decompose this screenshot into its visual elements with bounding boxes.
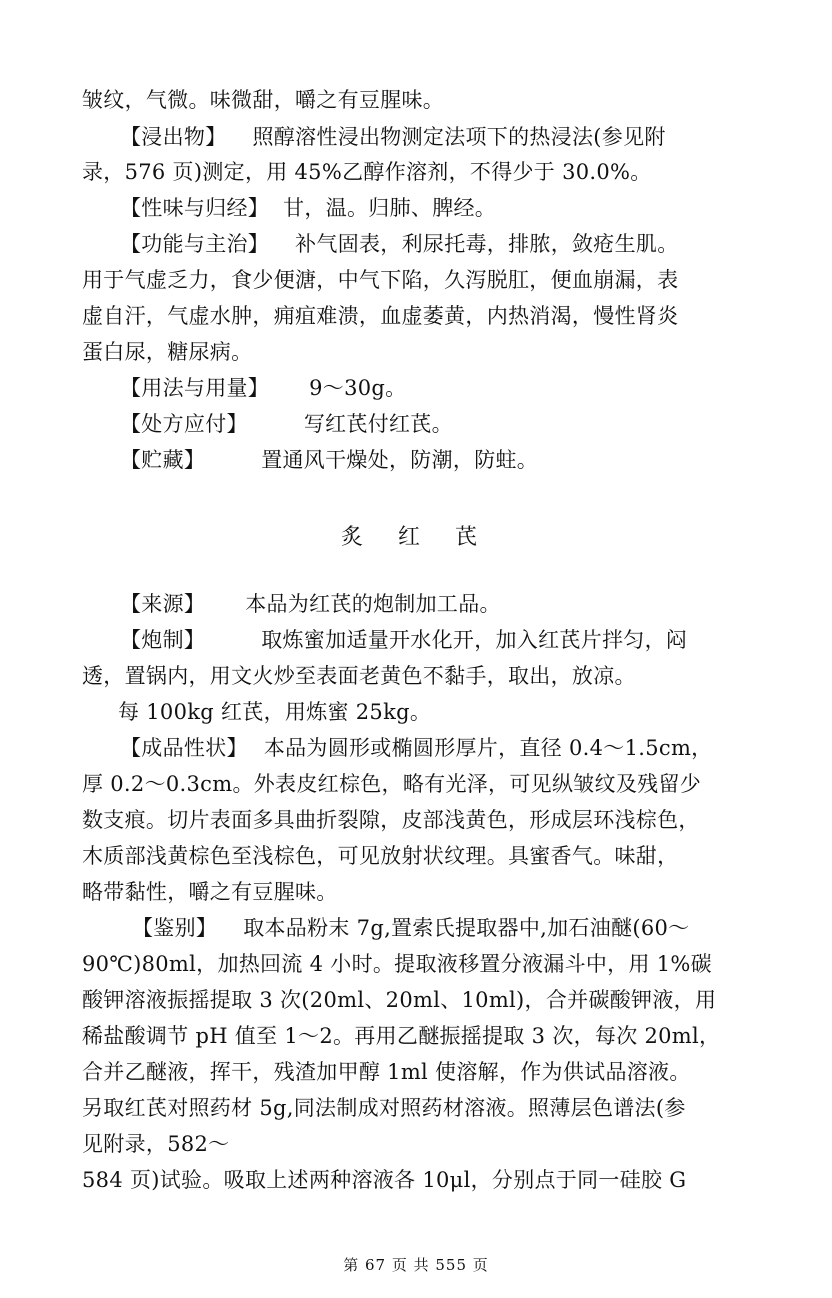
- prescription-line: [120, 411, 453, 437]
- prescription-text: 写红芪付红芪。: [303, 412, 453, 436]
- function-line-1: [120, 231, 679, 257]
- identification-text-1: 取本品粉末 7g,置索氏提取器中,加石油醚(60～: [243, 916, 690, 940]
- prescription-label: 【处方应付】: [120, 412, 248, 436]
- source-text: 本品为红芪的炮制加工品。: [245, 592, 501, 616]
- extract-label: 【浸出物】: [120, 125, 227, 149]
- product-line-4: 木质部浅黄棕色至浅棕色，可见放射状纹理。具蜜香气。味甜，: [82, 844, 679, 868]
- product-line-1: [120, 735, 712, 761]
- section-title: 炙 红 芪: [341, 525, 491, 550]
- processing-line-2: 透，置锅内，用文火炒至表面老黄色不黏手，取出，放凉。: [82, 664, 636, 688]
- identification-line-1: [132, 915, 689, 941]
- intro-line: 皱纹，气微。味微甜，嚼之有豆腥味。: [82, 88, 445, 112]
- identification-line-2: 90℃)80ml，加热回流 4 小时。提取液移置分液漏斗中，用 1%碳: [82, 952, 712, 976]
- extract-line-2: 录，576 页)测定，用 45%乙醇作溶剂，不得少于 30.0%。: [82, 160, 652, 184]
- identification-label: 【鉴别】: [132, 916, 218, 940]
- product-text-1: 本品为圆形或椭圆形厚片，直径 0.4～1.5cm，: [263, 736, 713, 760]
- product-line-3: 数支痕。切片表面多具曲折裂隙，皮部浅黄色，形成层环浅棕色，: [82, 808, 700, 832]
- usage-label: 【用法与用量】: [120, 376, 270, 400]
- storage-text: 置通风干燥处，防潮，防蛀。: [261, 448, 539, 472]
- function-label: 【功能与主治】: [120, 232, 270, 256]
- identification-line-7: 见附录，582～: [82, 1132, 230, 1156]
- storage-label: 【贮藏】: [120, 448, 206, 472]
- function-line-2: 用于气虚乏力，食少便溏，中气下陷，久泻脱肛，便血崩漏，表: [82, 268, 679, 292]
- identification-line-8: 584 页)试验。吸取上述两种溶液各 10μl，分别点于同一硅胶 G: [82, 1168, 687, 1192]
- source-label: 【来源】: [120, 592, 206, 616]
- processing-label: 【炮制】: [120, 628, 206, 652]
- function-line-4: 蛋白尿，糖尿病。: [82, 340, 253, 364]
- processing-line-3: 每 100kg 红芪，用炼蜜 25kg。: [118, 700, 432, 724]
- taste-label: 【性味与归经】: [120, 196, 270, 220]
- source-line: [120, 591, 501, 617]
- product-label: 【成品性状】: [120, 736, 248, 760]
- identification-line-5: 合并乙醚液，挥干，残渣加甲醇 1ml 使溶解，作为供试品溶液。: [82, 1060, 691, 1084]
- processing-text-1: 取炼蜜加适量开水化开，加入红芪片拌匀，闷: [261, 628, 688, 652]
- product-line-5: 略带黏性，嚼之有豆腥味。: [82, 880, 338, 904]
- identification-line-6: 另取红芪对照药材 5g,同法制成对照药材溶液。照薄层色谱法(参: [82, 1096, 686, 1120]
- identification-line-4: 稀盐酸调节 pH 值至 1～2。再用乙醚振摇提取 3 次，每次 20ml，: [82, 1024, 721, 1048]
- usage-line: [120, 375, 406, 401]
- page-footer: 第 67 页 共 555 页: [343, 1256, 489, 1274]
- usage-text: 9～30g。: [309, 376, 407, 400]
- storage-line: [120, 447, 538, 473]
- function-line-3: 虚自汗，气虚水肿，痈疽难溃，血虚萎黄，内热消渴，慢性肾炎: [82, 304, 679, 328]
- extract-line-1: [120, 124, 666, 150]
- taste-line: [120, 195, 496, 221]
- product-line-2: 厚 0.2～0.3cm。外表皮红棕色，略有光泽，可见纵皱纹及残留少: [82, 772, 702, 796]
- processing-line-1: [120, 627, 687, 653]
- function-text-1: 补气固表，利尿托毒，排脓，敛疮生肌。: [295, 232, 679, 256]
- extract-text-1: 照醇溶性浸出物测定法项下的热浸法(参见附: [252, 125, 666, 149]
- taste-text: 甘，温。归肺、脾经。: [283, 196, 497, 220]
- identification-line-3: 酸钾溶液振摇提取 3 次(20ml、20ml、10ml)，合并碳酸钾液，用: [82, 988, 717, 1012]
